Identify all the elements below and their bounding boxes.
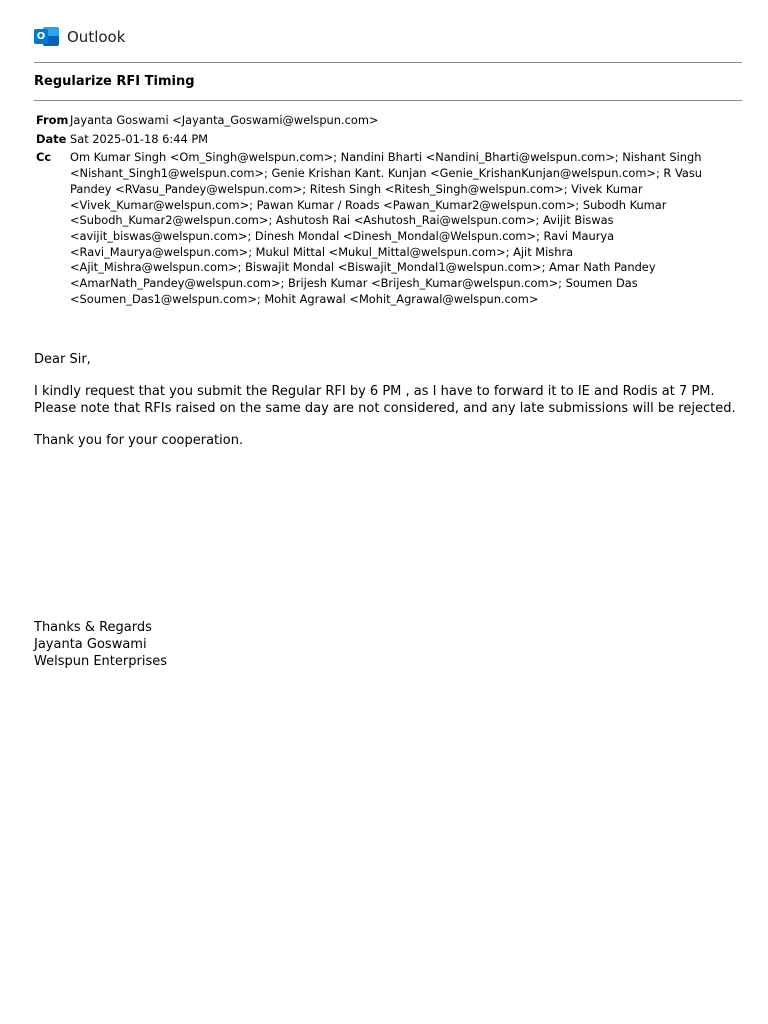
signature-name: Jayanta Goswami — [34, 637, 147, 652]
cc-list — [70, 150, 736, 307]
outlook-logo-icon — [34, 26, 59, 48]
cc-recipient[interactable]: Mukul Mittal <Mukul_Mittal@welspun.com>; — [255, 244, 510, 259]
thanks-line: Thank you for your cooperation. — [34, 433, 244, 448]
cc-recipient[interactable]: Soumen Das <Soumen_Das1@welspun.com>; — [70, 276, 638, 306]
app-name: Outlook — [67, 28, 126, 46]
app-header — [34, 25, 125, 49]
from-label: From — [36, 113, 69, 127]
cc-recipient[interactable]: Subodh Kumar <Subodh_Kumar2@welspun.com>; — [70, 197, 667, 228]
cc-recipient[interactable]: Om Kumar Singh <Om_Singh@welspun.com>; — [70, 150, 338, 165]
cc-recipient[interactable]: Ritesh Singh <Ritesh_Singh@welspun.com>; — [309, 181, 568, 196]
cc-recipient[interactable]: Mohit Agrawal <Mohit_Agrawal@welspun.com> — [264, 291, 539, 306]
cc-row — [36, 150, 736, 307]
from-row — [36, 113, 736, 129]
cc-label: Cc — [36, 150, 52, 165]
cc-recipient[interactable]: Nandini Bharti <Nandini_Bharti@welspun.com>; — [340, 150, 619, 165]
signature — [34, 619, 167, 670]
logo-letter: O — [34, 29, 48, 44]
cc-recipient[interactable]: Ashutosh Rai <Ashutosh_Rai@welspun.com>; — [275, 213, 540, 228]
date-row — [36, 132, 736, 148]
header-divider — [34, 62, 742, 63]
cc-recipient[interactable]: Brijesh Kumar <Brijesh_Kumar@welspun.com>; — [287, 276, 562, 291]
date-label: Date — [36, 131, 67, 146]
date-value: Sat 2025-01-18 6:44 PM — [70, 131, 209, 146]
cc-recipient[interactable]: Ajit Mishra <Ajit_Mishra@welspun.com>; — [70, 244, 574, 275]
cc-recipient[interactable]: Ravi Maurya <Ravi_Maurya@welspun.com>; — [70, 228, 615, 259]
cc-recipient[interactable]: Pawan Kumar / Roads <Pawan_Kumar2@welspun.com>; — [256, 197, 580, 212]
email-body — [34, 351, 744, 464]
cc-recipient[interactable]: Nishant Singh <Nishant_Singh1@welspun.com>; — [70, 150, 702, 181]
subject-divider — [34, 100, 742, 101]
email-meta — [36, 113, 736, 310]
email-subject: Regularize RFI Timing — [34, 74, 195, 89]
signature-closing: Thanks & Regards — [34, 620, 152, 635]
greeting: Dear Sir, — [34, 352, 91, 367]
cc-recipient[interactable]: Avijit Biswas <avijit_biswas@welspun.com>; — [70, 213, 614, 243]
cc-recipient[interactable]: Dinesh Mondal <Dinesh_Mondal@Welspun.com>; — [254, 228, 540, 243]
cc-recipient[interactable]: R Vasu Pandey <RVasu_Pandey@welspun.com>; — [70, 166, 702, 196]
cc-recipient[interactable]: Vivek Kumar <Vivek_Kumar@welspun.com>; — [70, 181, 643, 212]
from-value[interactable]: Jayanta Goswami <Jayanta_Goswami@welspun.com> — [70, 113, 379, 127]
cc-recipient[interactable]: Genie Krishan Kant. Kunjan <Genie_KrishanKunjan@welspun.com>; — [271, 166, 660, 181]
body-paragraph: I kindly request that you submit the Regular RFI by 6 PM , as I have to forward it to IE and Rodis at 7 PM. Please note that RFIs raised on the same day are not considered, and any late submissions will be rejected. — [34, 384, 736, 416]
signature-company: Welspun Enterprises — [34, 654, 167, 669]
cc-recipient[interactable]: Biswajit Mondal <Biswajit_Mondal1@welspun.com>; — [245, 260, 546, 275]
cc-recipient[interactable]: Amar Nath Pandey <AmarNath_Pandey@welspun.com>; — [70, 260, 656, 291]
